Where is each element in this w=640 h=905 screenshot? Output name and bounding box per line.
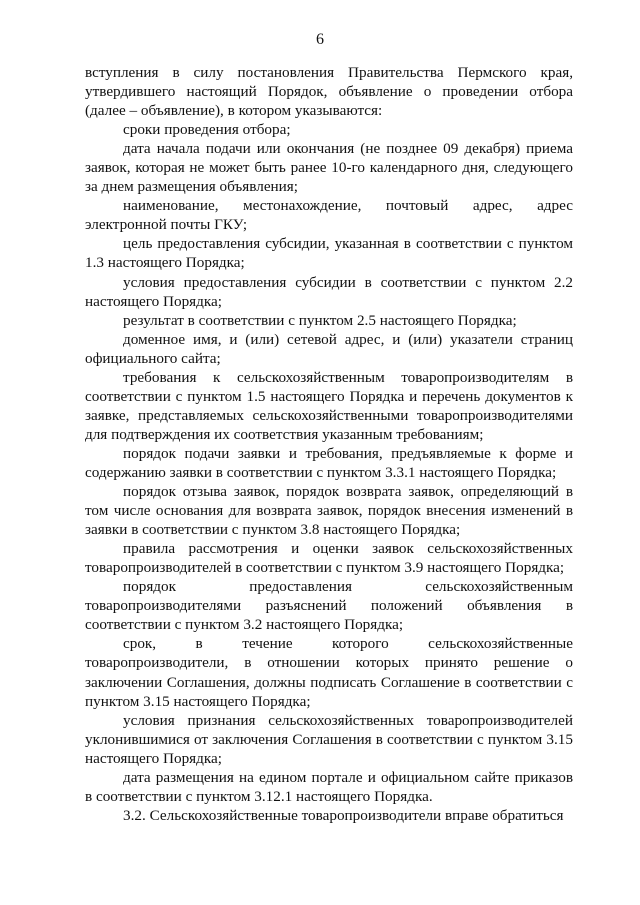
paragraph-intro: вступления в силу постановления Правительства Пермского края, утвердившего настоящий Порядок, объявление о проведении отбора (далее – объявление), в котором указываются: [85,64,573,120]
list-item-subsidy-conditions: условия предоставления субсидии в соответствии с пунктом 2.2 настоящего Порядка; [85,273,573,310]
document-body [85,63,573,825]
list-item-clarification-procedure: порядок предоставления сельскохозяйственным товаропроизводителями разъяснений положений объявления в соответствии с пунктом 3.2 настоящего Порядка; [85,578,573,634]
list-item-signing-deadline: срок, в течение которого сельскохозяйственные товаропроизводители, в отношении которых принято решение о заключении Соглашения, должны подписать Соглашение в соответствии с пунктом 3.15 настоящего Порядка; [85,635,573,710]
list-item-withdrawal-procedure: порядок отзыва заявок, порядок возврата заявок, определяющий в том числе основания для возврата заявок, порядок внесения изменений в заявки в соответствии с пунктом 3.8 настоящего Порядка; [85,483,573,539]
list-item-selection-dates: сроки проведения отбора; [123,121,291,139]
page-number: 6 [316,31,324,48]
list-item-domain-name: доменное имя, и (или) сетевой адрес, и (или) указатели страниц официального сайта; [85,330,573,367]
list-item-producer-requirements: требования к сельскохозяйственным товаропроизводителям в соответствии с пунктом 1.5 настоящего Порядка и перечень документов к заявке, представляемых сельскохозяйственными товаропроизводителями для подтверждения их соответствия указанным требованиям; [85,368,573,443]
list-item-application-procedure: порядок подачи заявки и требования, предъявляемые к форме и содержанию заявки в соответствии с пунктом 3.3.1 настоящего Порядка; [85,444,573,481]
list-item-application-dates: дата начала подачи или окончания (не позднее 09 декабря) приема заявок, которая не может быть ранее 10-го календарного дня, следующего за днем размещения объявления; [85,140,573,196]
list-item-gku-contacts: наименование, местонахождение, почтовый адрес, адрес электронной почты ГКУ; [85,197,573,234]
list-item-evasion-conditions: условия признания сельскохозяйственных товаропроизводителей уклонившимися от заключения Соглашения в соответствии с пунктом 3.15 настоящего Порядка; [85,711,573,767]
paragraph-section-3-2: 3.2. Сельскохозяйственные товаропроизводители вправе обратиться [123,806,564,824]
list-item-review-rules: правила рассмотрения и оценки заявок сельскохозяйственных товаропроизводителей в соответствии с пунктом 3.9 настоящего Порядка; [85,540,573,577]
list-item-subsidy-goal: цель предоставления субсидии, указанная в соответствии с пунктом 1.3 настоящего Порядка; [85,235,573,272]
list-item-publication-date: дата размещения на едином портале и официальном сайте приказов в соответствии с пунктом 3.12.1 настоящего Порядка. [85,768,573,805]
list-item-result: результат в соответствии с пунктом 2.5 настоящего Порядка; [123,311,517,329]
